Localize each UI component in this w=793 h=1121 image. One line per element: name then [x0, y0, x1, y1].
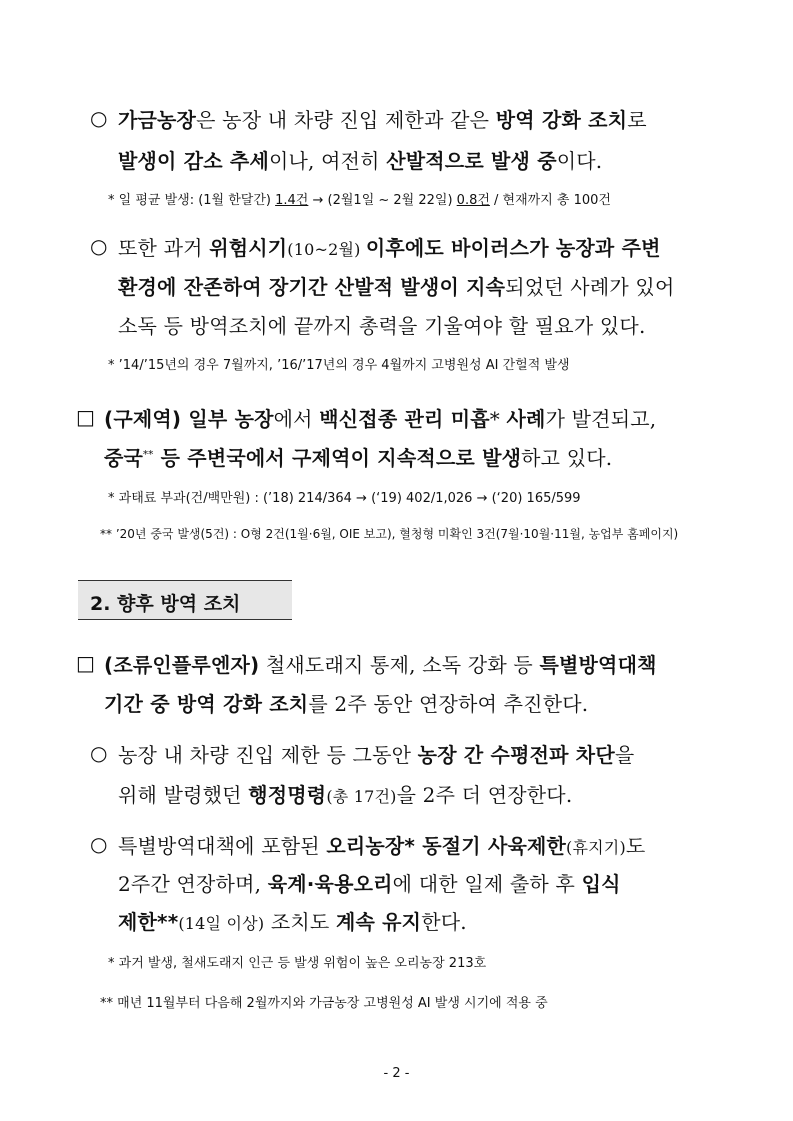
text: 하고 있다. — [521, 446, 613, 470]
underlined-value: 0.8건 — [456, 193, 490, 208]
text-line: 소독 등 방역조치에 끝까지 총력을 기울여야 할 필요가 있다. — [118, 314, 646, 338]
text: 또한 과거 — [118, 236, 210, 260]
text: 조치도 — [264, 910, 336, 934]
bold-text: 방역 강화 조치 — [495, 108, 628, 132]
circle-bullet: ○ — [90, 741, 108, 765]
text: 되었던 사례가 있어 — [505, 275, 675, 299]
footnote-duck-farms — [108, 952, 486, 971]
footnote-daily-average — [108, 189, 611, 208]
bold-text: 오리농장* 동절기 사육제한 — [326, 834, 567, 858]
text: 가 발견되고, — [545, 407, 657, 431]
text: 에서 — [273, 407, 320, 431]
footnote-application-period — [100, 992, 548, 1011]
circle-bullet: ○ — [90, 234, 108, 258]
bold-text: 사례 — [506, 407, 546, 431]
text-line — [118, 830, 645, 859]
text: 과거 발생, 철새도래지 인근 등 발생 위험이 높은 오리농장 213호 — [118, 956, 487, 971]
text: 농장 내 차량 진입 제한 등 그동안 — [118, 743, 418, 767]
text-line — [104, 403, 656, 432]
text: 에 대한 일제 출하 후 — [392, 872, 582, 896]
text: * — [489, 407, 507, 431]
text-line — [118, 232, 661, 261]
section-title: 2. 향후 방역 조치 — [90, 593, 241, 615]
bold-text: (조류인플루엔자) — [104, 653, 260, 677]
bold-text: 농장 간 수평전파 차단 — [417, 743, 615, 767]
bold-text: 등 주변국에서 구제역이 지속적으로 발생 — [153, 446, 522, 470]
footnote-mark: ** — [100, 527, 112, 541]
bold-text: 백신접종 관리 미흡 — [319, 407, 490, 431]
text: 매년 11월부터 다음해 2월까지와 가금농장 고병원성 AI 발생 시기에 적용 중 — [117, 996, 548, 1011]
bold-text: 발생이 감소 추세 — [118, 149, 269, 173]
text: 를 2주 동안 연장하여 추진한다. — [308, 692, 589, 716]
text: 한다. — [421, 910, 467, 934]
footnote-mark: * — [108, 358, 115, 373]
text: 2주간 연장하며, — [118, 872, 268, 896]
text: ’20년 중국 발생(5건) : O형 2건(1월·6월, OIE 보고), 혈청형 미확인 3건(7월·10월·11월, 농업부 홈페이지) — [115, 527, 679, 541]
text: (10~2월) — [287, 240, 366, 259]
footnote-mark: ** — [100, 996, 113, 1011]
footnote-china-outbreak — [100, 525, 678, 542]
bold-text: 입식 — [581, 872, 621, 896]
circle-bullet: ○ — [90, 832, 108, 856]
text: 도 — [625, 834, 646, 858]
text: 특별방역대책에 포함된 — [118, 834, 327, 858]
underlined-value: 1.4건 — [275, 193, 309, 208]
text: (14일 이상) — [178, 914, 265, 933]
circle-bullet: ○ — [90, 106, 108, 130]
text-line — [118, 739, 634, 768]
text: 을 2주 더 연장한다. — [396, 783, 573, 807]
page-number: - 2 - — [383, 1066, 410, 1081]
text: 은 농장 내 차량 진입 제한과 같은 — [196, 108, 496, 132]
text-line — [104, 649, 657, 678]
bold-text: 계속 유지 — [335, 910, 422, 934]
superscript: ** — [143, 449, 154, 461]
bold-text: 위험시기 — [209, 236, 288, 260]
footnote-fines — [108, 487, 581, 506]
text-line — [118, 906, 467, 935]
footnote-mark: * — [108, 193, 115, 208]
text: → (2월1일 ~ 2월 22일) — [308, 193, 457, 208]
text: 철새도래지 통제, 소독 강화 등 — [259, 653, 540, 677]
text: 이다. — [556, 149, 603, 173]
bold-text: 가금농장 — [118, 108, 197, 132]
text: 일 평균 발생: (1월 한달간) — [118, 193, 276, 208]
text: ’14/’15년의 경우 7월까지, ’16/’17년의 경우 4월까지 고병원성 AI 간헐적 발생 — [118, 358, 570, 373]
text: 이나, 여전히 — [268, 149, 387, 173]
bold-text: 특별방역대책 — [539, 653, 657, 677]
bold-text: 행정명령 — [248, 783, 327, 807]
text-line — [118, 779, 572, 808]
bold-text: 환경에 잔존하여 장기간 산발적 발생이 지속 — [118, 275, 506, 299]
footnote-mark: * — [108, 956, 115, 971]
text: 위해 발령했던 — [118, 783, 249, 807]
bold-text: 이후에도 바이러스가 농장과 주변 — [365, 236, 661, 260]
footnote-past-cases — [108, 354, 570, 373]
text: / 현재까지 총 100건 — [489, 193, 611, 208]
text-line — [118, 271, 674, 300]
text: 로 — [627, 108, 647, 132]
bold-text: 중국 — [104, 446, 144, 470]
bold-text: 산발적으로 발생 중 — [386, 149, 557, 173]
section-heading — [78, 580, 292, 620]
text: 을 — [614, 743, 635, 767]
text-line — [118, 145, 602, 174]
text-line — [104, 688, 588, 717]
text: (휴지기) — [566, 838, 626, 857]
footnote-mark: * — [108, 491, 115, 506]
bold-text: 제한** — [118, 910, 179, 934]
text-line — [104, 442, 612, 471]
square-bullet: □ — [76, 651, 96, 675]
square-bullet: □ — [76, 405, 96, 429]
text-line — [118, 104, 647, 133]
bold-text: 기간 중 방역 강화 조치 — [104, 692, 309, 716]
text-line — [118, 868, 621, 897]
bold-text: (구제역) 일부 농장 — [104, 407, 274, 431]
text: 과태료 부과(건/백만원) : (’18) 214/364 → (‘19) 402/1,026 → (‘20) 165/599 — [118, 491, 581, 506]
bold-text: 육계·육용오리 — [267, 872, 393, 896]
text: (총 17건) — [326, 787, 397, 806]
